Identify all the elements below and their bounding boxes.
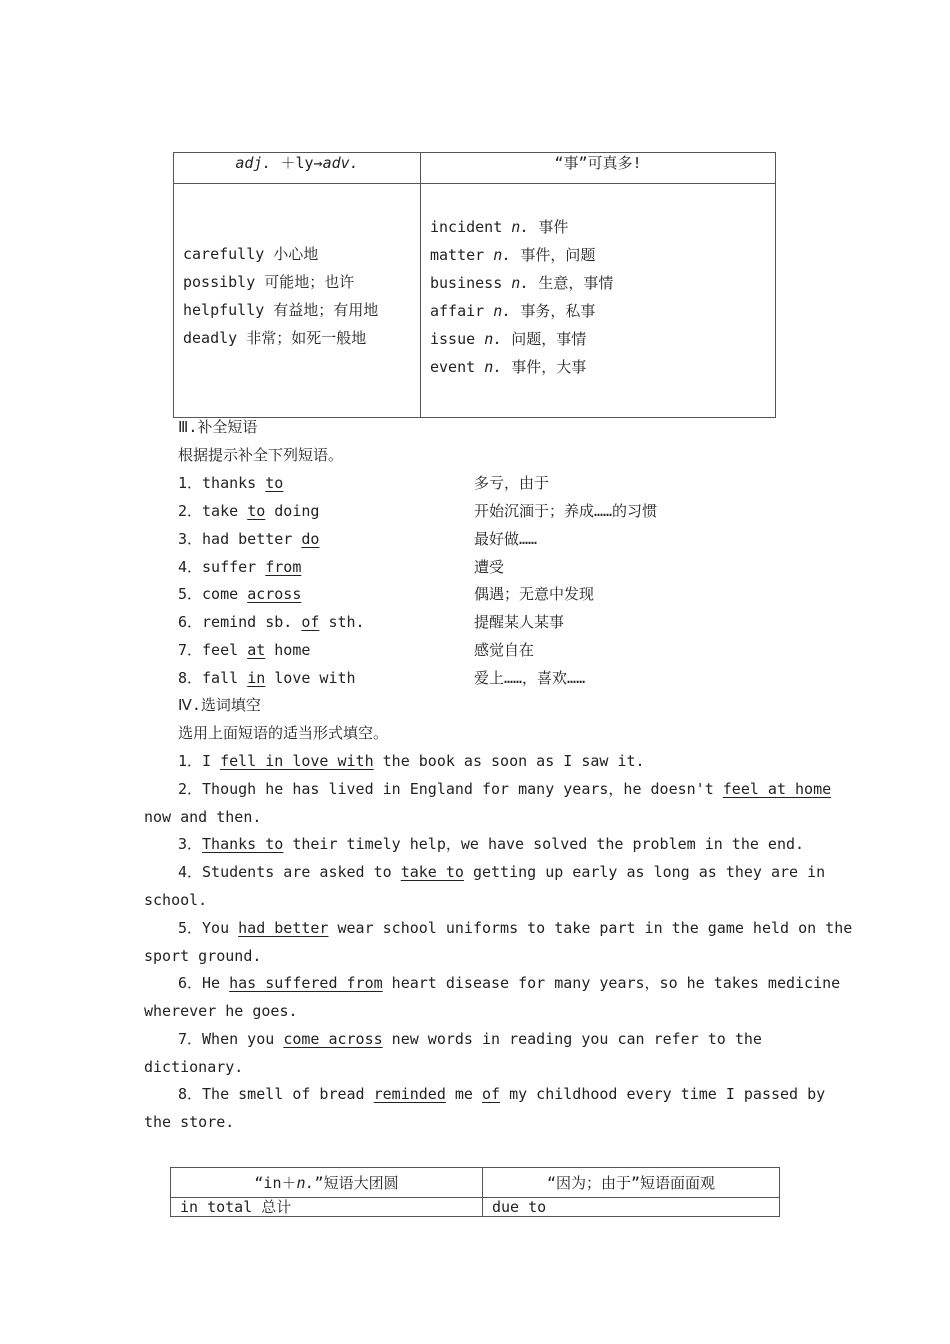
noun-word: incident	[430, 218, 503, 236]
sentence-answer: Thanks to	[202, 835, 284, 853]
sentence-8-cont: the store.	[144, 1113, 235, 1131]
sentence-text: their timely help，we have solved the problem in the end.	[283, 835, 805, 853]
noun-pos: n.	[493, 246, 512, 264]
phrase-answer: to	[265, 474, 284, 492]
noun-item	[430, 245, 595, 265]
table1-header-right: “事”可真多!	[421, 153, 776, 184]
adj-label: adj.	[235, 154, 272, 172]
phrase-text: fall	[202, 669, 248, 687]
sentence-8	[178, 1084, 825, 1104]
phrase-text: love with	[265, 669, 356, 687]
sentence-text: When you	[202, 1030, 284, 1048]
section3-instruction: 根据提示补全下列短语。	[178, 446, 344, 464]
phrase-text: had better	[202, 530, 302, 548]
sentence-answer: had better	[238, 919, 329, 937]
phrase-answer: do	[301, 530, 320, 548]
phrase-meaning: 提醒某人某事	[474, 613, 565, 631]
phrase-number: 8．	[178, 669, 203, 687]
plus-ly-arrow: ＋ly→	[271, 154, 323, 172]
noun-word: event	[430, 358, 476, 376]
sentence-answer: take to	[400, 863, 464, 881]
phrase-number: 7．	[178, 641, 203, 659]
sentence-number: 6．	[178, 974, 203, 992]
section4-instruction: 选用上面短语的适当形式填空。	[178, 724, 389, 742]
phrase-text: thanks	[202, 474, 266, 492]
header-text: “in＋	[254, 1173, 297, 1192]
noun-meaning: 问题，事情	[511, 330, 587, 348]
phrase-text: doing	[265, 502, 320, 520]
noun-item	[430, 357, 586, 377]
adverb-item: deadly 非常；如死一般地	[183, 329, 367, 347]
phrase-number: 2．	[178, 502, 203, 520]
sentence-number: 1．	[178, 752, 203, 770]
sentence-answer: of	[482, 1085, 501, 1103]
sentence-2	[178, 779, 831, 799]
section3-title: Ⅲ.补全短语	[178, 418, 258, 436]
phrase-text: remind sb.	[202, 613, 302, 631]
phrase-answer: at	[247, 641, 266, 659]
phrase-meaning: 多亏，由于	[474, 474, 550, 492]
phrase-text: come	[202, 585, 248, 603]
sentence-text: the book as soon as I saw it.	[373, 752, 645, 770]
table2-header-right: “因为；由于”短语面面观	[483, 1168, 780, 1198]
phrase-text: suffer	[202, 558, 266, 576]
noun-word: issue	[430, 330, 476, 348]
sentence-7-cont: dictionary.	[144, 1058, 244, 1076]
adverb-item: possibly 可能地；也许	[183, 273, 355, 291]
phrase-item	[178, 473, 283, 493]
sentence-6	[178, 973, 840, 993]
sentence-6-cont: wherever he goes.	[144, 1002, 298, 1020]
phrase-number: 3．	[178, 530, 203, 548]
phrase-item	[178, 501, 319, 521]
noun-meaning: 生意，事情	[538, 274, 614, 292]
phrase-number: 1．	[178, 474, 203, 492]
sentence-number: 7．	[178, 1030, 203, 1048]
table1-header-left	[174, 153, 421, 184]
sentence-text: heart disease for many years，so he takes medicine	[382, 974, 841, 992]
noun-meaning: 事件，大事	[511, 358, 587, 376]
sentence-4-cont: school.	[144, 891, 208, 909]
table1-left-cell	[174, 184, 421, 418]
adverb-item: carefully 小心地	[183, 245, 319, 263]
sentence-text: Though he has lived in England for many years，he doesn't	[202, 780, 723, 798]
sentence-5-cont: sport ground.	[144, 947, 262, 965]
noun-pos: n.	[484, 330, 503, 348]
sentence-text: new words in reading you can refer to the	[382, 1030, 762, 1048]
phrase-text: home	[265, 641, 311, 659]
sentence-answer: has suffered from	[229, 974, 383, 992]
sentence-text: Students are asked to	[202, 863, 401, 881]
sentence-text: wear school uniforms to take part in the game held on the	[328, 919, 853, 937]
noun-meaning: 事件	[538, 218, 569, 236]
noun-word: business	[430, 274, 503, 292]
sentence-number: 3．	[178, 835, 203, 853]
phrase-answer: of	[301, 613, 320, 631]
phrase-meaning: 最好做……	[474, 530, 538, 548]
noun-item	[430, 273, 613, 293]
phrase-text: take	[202, 502, 248, 520]
section4-title: Ⅳ.选词填空	[178, 696, 261, 714]
sentence-text: me	[445, 1085, 482, 1103]
phrase-number: 6．	[178, 613, 203, 631]
sentence-7	[178, 1029, 762, 1049]
phrase-meaning: 遭受	[474, 558, 505, 576]
sentence-answer: feel at home	[722, 780, 832, 798]
noun-pos: n.	[484, 358, 503, 376]
table-adverbs-and-affairs	[173, 152, 776, 418]
noun-item	[430, 301, 595, 321]
noun-pos: n.	[511, 274, 530, 292]
noun-word: affair	[430, 302, 485, 320]
table2-header-left	[171, 1168, 483, 1198]
sentence-number: 2．	[178, 780, 203, 798]
sentence-answer: fell in love with	[220, 752, 374, 770]
adv-label: adv.	[322, 154, 359, 172]
phrase-answer: from	[265, 558, 302, 576]
sentence-text: You	[202, 919, 239, 937]
noun-item	[430, 329, 586, 349]
noun-meaning: 事件，问题	[520, 246, 596, 264]
sentence-1	[178, 751, 645, 771]
phrase-number: 5．	[178, 585, 203, 603]
phrase-item	[178, 640, 310, 660]
phrase-meaning: 偶遇；无意中发现	[474, 585, 595, 603]
adverb-item: helpfully 有益地；有用地	[183, 301, 379, 319]
phrase-item	[178, 668, 356, 688]
sentence-text: I	[202, 752, 221, 770]
sentence-answer: come across	[283, 1030, 383, 1048]
phrase-text: feel	[202, 641, 248, 659]
phrase-item	[178, 557, 301, 577]
noun-pos: n.	[511, 218, 530, 236]
phrase-answer: to	[247, 502, 266, 520]
phrase-meaning: 开始沉湎于；养成……的习惯	[474, 502, 658, 520]
header-text: ”短语大团圆	[314, 1173, 399, 1192]
sentence-text: He	[202, 974, 230, 992]
sentence-4	[178, 862, 825, 882]
noun-item	[430, 217, 568, 237]
phrase-item	[178, 529, 319, 549]
phrase-answer: across	[247, 585, 302, 603]
sentence-number: 8．	[178, 1085, 203, 1103]
phrase-item	[178, 612, 365, 632]
sentence-text: The smell of bread	[202, 1085, 374, 1103]
header-text: n.	[296, 1173, 315, 1192]
noun-pos: n.	[493, 302, 512, 320]
sentence-answer: reminded	[373, 1085, 446, 1103]
sentence-3	[178, 834, 804, 854]
sentence-text: getting up early as long as they are in	[463, 863, 826, 881]
phrase-answer: in	[247, 669, 266, 687]
noun-meaning: 事务，私事	[520, 302, 596, 320]
sentence-2-cont: now and then.	[144, 808, 262, 826]
table1-right-cell	[421, 184, 776, 418]
phrase-item	[178, 584, 301, 604]
phrase-number: 4．	[178, 558, 203, 576]
sentence-number: 5．	[178, 919, 203, 937]
table2-cell: in total 总计	[171, 1198, 483, 1217]
sentence-text: my childhood every time I passed by	[500, 1085, 826, 1103]
phrase-meaning: 感觉自在	[474, 641, 535, 659]
phrase-text: sth.	[319, 613, 365, 631]
phrase-meaning: 爱上……，喜欢……	[474, 669, 586, 687]
sentence-5	[178, 918, 852, 938]
sentence-number: 4．	[178, 863, 203, 881]
table-phrases	[170, 1167, 780, 1217]
noun-word: matter	[430, 246, 485, 264]
table2-cell: due to	[483, 1198, 780, 1217]
